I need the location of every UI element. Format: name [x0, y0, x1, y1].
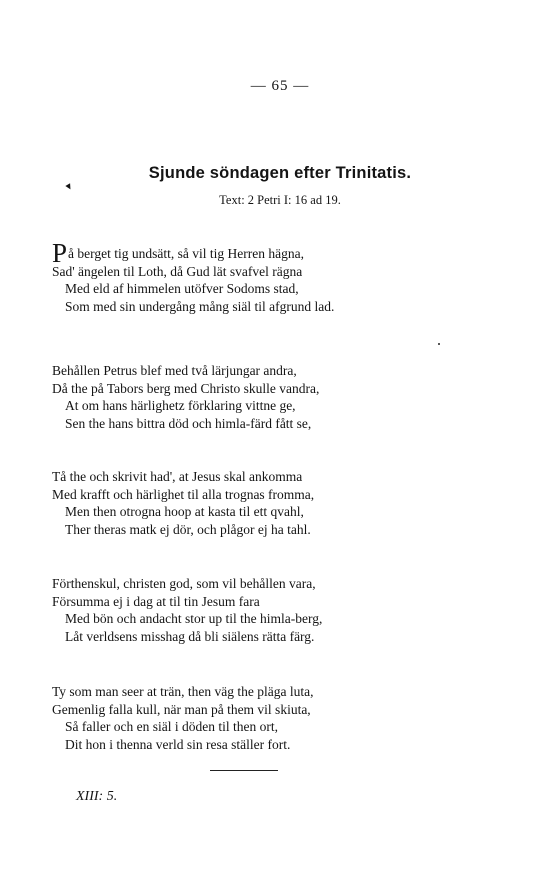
stanza-line: Så faller och en siäl i döden til then ort,: [65, 719, 278, 734]
signature-mark: XIII: 5.: [76, 789, 118, 804]
stanza-line: Låt verldsens misshag då bli siälens rätta färg.: [65, 628, 315, 644]
page-title: Sjunde söndagen efter Trinitatis.: [148, 164, 412, 182]
scripture-reference: Text: 2 Petri I: 16 ad 19.: [219, 193, 341, 207]
stanza-line: Tå the och skrivit had', at Jesus skal ankomma: [52, 469, 303, 484]
stanza-1: [52, 238, 412, 315]
stanza-line-text: å berget tig undsätt, så vil tig Herren hägna,: [68, 246, 304, 261]
horizontal-rule: [210, 770, 278, 771]
stanza-2: [52, 362, 412, 432]
drop-cap: P: [52, 238, 68, 268]
stanza-3: [52, 468, 412, 538]
stanza-line: Då the på Tabors berg med Christo skulle vandra,: [52, 380, 320, 396]
stanza-line: Med bön och andacht stor up til the himla-berg,: [65, 611, 323, 626]
stanza-line: Gemenlig falla kull, när man på them vil skiuta,: [52, 701, 311, 717]
stanza-line: Ty som man seer at trän, then väg the pläga luta,: [52, 684, 314, 699]
stanza-line: Dit hon i thenna verld sin resa ställer fort.: [65, 736, 291, 752]
stanza-line: Som med sin undergång mång siäl til afgrund lad.: [65, 298, 335, 314]
stanza-line: Med krafft och härlighet til alla trognas fromma,: [52, 486, 315, 502]
stanza-line: Förthenskul, christen god, som vil behållen vara,: [52, 576, 316, 591]
page-number: — 65 —: [250, 78, 310, 94]
stanza-line: Men then otrogna hoop at kasta til ett qvahl,: [65, 504, 304, 519]
stanza-line: Sen the hans bittra död och himla-färd fått se,: [65, 415, 312, 431]
stanza-line: [52, 238, 412, 268]
stanza-4: [52, 575, 412, 645]
stanza-line: Med eld af himmelen utöfver Sodoms stad,: [65, 281, 299, 296]
stanza-line: Sad' ängelen til Loth, då Gud lät svafvel rägna: [52, 263, 303, 279]
ink-dot: [438, 343, 440, 345]
stanza-5: [52, 683, 412, 753]
stanza-line: Försumma ej i dag at til tin Jesum fara: [52, 593, 260, 609]
stanza-line: At om hans härlighetz förklaring vittne ge,: [65, 398, 296, 413]
stanza-line: Ther theras matk ej dör, och plågor ej ha tahl.: [65, 521, 311, 537]
printer-mark: ▾: [63, 180, 75, 194]
stanza-line: Behållen Petrus blef med två lärjungar andra,: [52, 363, 297, 378]
